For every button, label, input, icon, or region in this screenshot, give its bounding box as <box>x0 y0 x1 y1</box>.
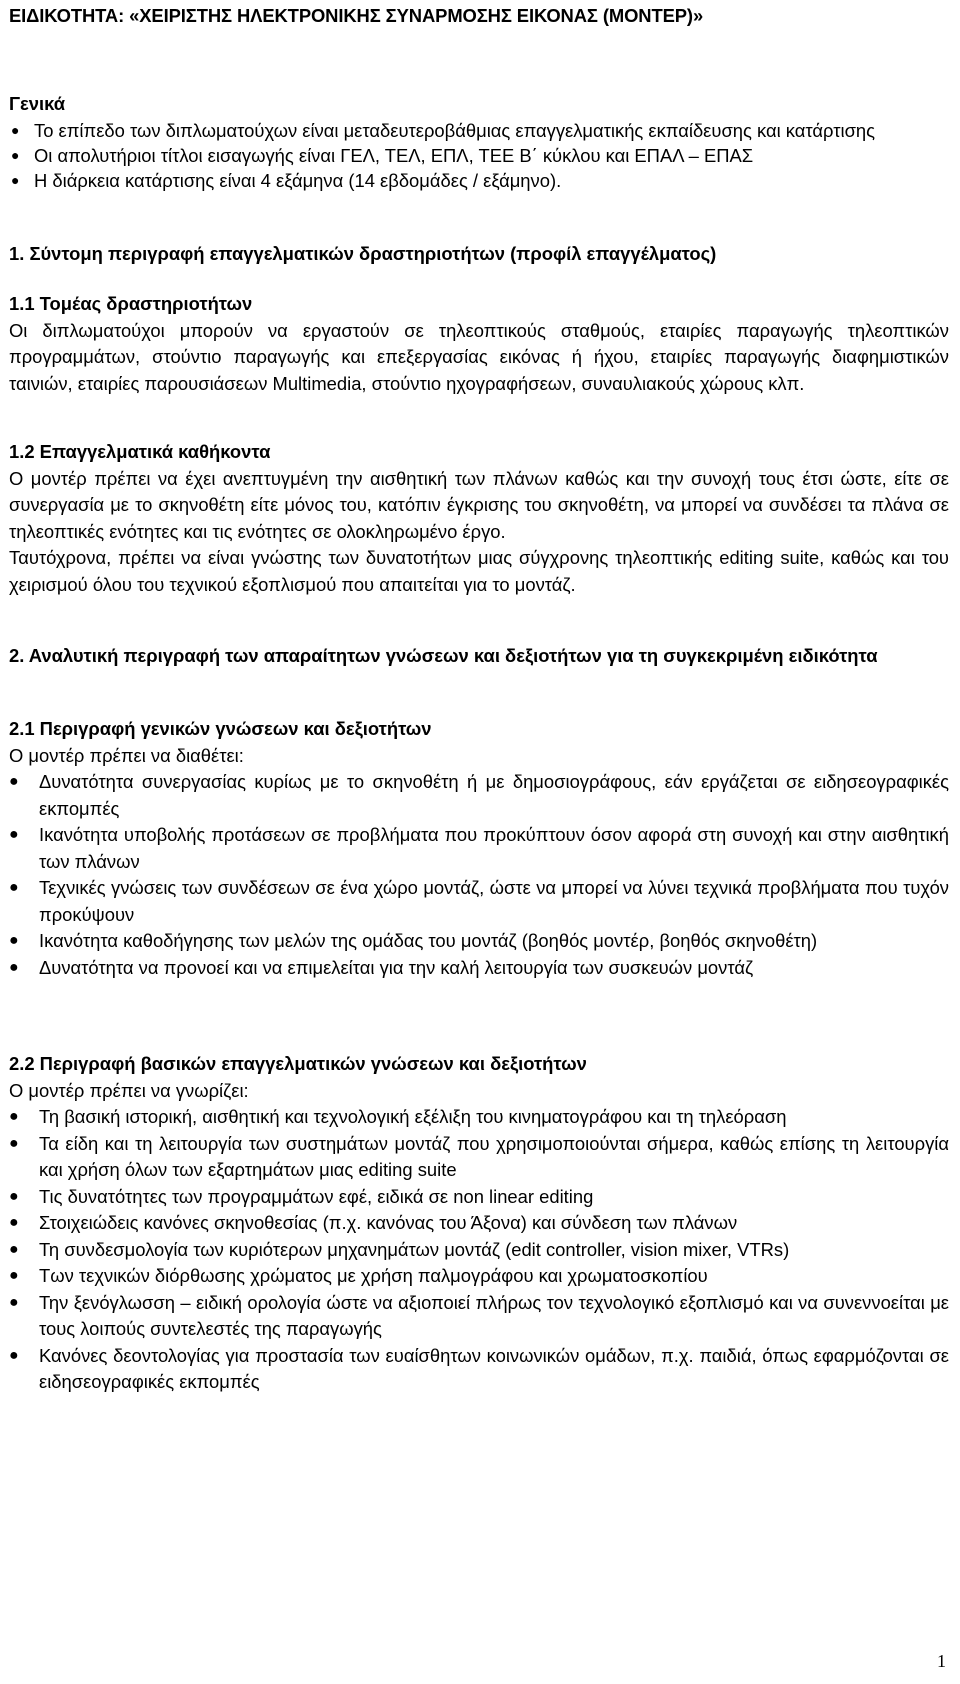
list-item: ● Στοιχειώδεις κανόνες σκηνοθεσίας (π.χ. κανόνας του Άξονα) και σύνδεση των πλάνων <box>9 1210 949 1237</box>
list-item: ● Τεχνικές γνώσεις των συνδέσεων σε ένα χώρο μοντάζ, ώστε να μπορεί να λύνει τεχνικά προβλήματα που τυχόν προκύψουν <box>9 877 949 925</box>
list-item: ● Την ξενόγλωσση – ειδική ορολογία ώστε να αξιοποιεί πλήρως τον τεχνολογικό εξοπλισμό και να συνεννοείται με τους λοιπούς συντελεστές της παραγωγής <box>9 1291 949 1339</box>
bullet-icon: ● <box>9 1108 19 1125</box>
section-2-2-list <box>9 1104 949 1396</box>
section-2-2-intro: Ο μοντέρ πρέπει να γνωρίζει: <box>9 1079 249 1101</box>
bullet-icon: ● <box>9 958 19 976</box>
list-item: ● Το επίπεδο των διπλωματούχων είναι μεταδευτεροβάθμιας επαγγελματικής εκπαίδευσης και κατάρτισης <box>11 119 876 141</box>
bullet-icon: ● <box>11 121 20 138</box>
bullet-icon: ● <box>9 1240 19 1258</box>
bullet-icon: ● <box>9 1187 19 1205</box>
bullet-icon: ● <box>9 1134 19 1152</box>
section-2-heading-block <box>9 643 949 670</box>
list-item: ● Των τεχνικών διόρθωσης χρώματος με χρήση παλμογράφου και χρωματοσκοπίου <box>9 1263 949 1290</box>
general-heading: Γενικά <box>9 93 66 114</box>
section-1-heading: 1. Σύντομη περιγραφή επαγγελματικών δραστηριοτήτων (προφίλ επαγγέλματος) <box>9 243 717 264</box>
section-2-2 <box>9 1051 949 1396</box>
section-2-1-heading: 2.1 Περιγραφή γενικών γνώσεων και δεξιοτήτων <box>9 718 432 739</box>
section-1-2-text-2: Ταυτόχρονα, πρέπει να είναι γνώστης των δυνατοτήτων μιας σύγχρονης τηλεοπτικής editing suite, καθώς και του χειρισμού όλου του τεχνικού εξοπλισμού που απαιτείται για το μοντάζ. <box>9 547 949 595</box>
bullet-icon: ● <box>11 171 20 188</box>
list-item: ● Η διάρκεια κατάρτισης είναι 4 εξάμηνα (14 εβδομάδες / εξάμηνο). <box>11 169 562 191</box>
section-1-1-text: Οι διπλωματούχοι μπορούν να εργαστούν σε τηλεοπτικούς σταθμούς, εταιρίες παραγωγής τηλεοπτικών προγραμμάτων, στούντιο παραγωγής και επεξεργασίας εικόνας ή ήχου, εταιρίες παραγωγής διαφημιστικών ταινιών, εταιρίες παρουσιάσεων Multimedia, στούντιο ηχογραφήσεων, συναυλιακούς χώρους κλπ. <box>9 319 949 394</box>
list-item: ● Ικανότητα υποβολής προτάσεων σε προβλήματα που προκύπτουν όσον αφορά στη συνοχή και στην αισθητική των πλάνων <box>9 824 949 872</box>
bullet-icon: ● <box>9 1293 19 1311</box>
bullet-icon: ● <box>9 932 19 949</box>
list-item: ● Τις δυνατότητες των προγραμμάτων εφέ, ειδικά σε non linear editing <box>9 1184 949 1211</box>
bullet-icon: ● <box>9 1346 19 1364</box>
section-2-2-heading: 2.2 Περιγραφή βασικών επαγγελματικών γνώσεων και δεξιοτήτων <box>9 1053 587 1074</box>
bullet-icon: ● <box>11 146 20 163</box>
list-item: ● Οι απολυτήριοι τίτλοι εισαγωγής είναι ΓΕΛ, ΤΕΛ, ΕΠΛ, ΤΕΕ Β΄ κύκλου και ΕΠΑΛ – ΕΠΑΣ <box>11 144 754 166</box>
section-2-1 <box>9 716 949 981</box>
section-1-1 <box>9 291 949 397</box>
section-2-heading: 2. Αναλυτική περιγραφή των απαραίτητων γνώσεων και δεξιοτήτων για τη συγκεκριμένη ειδικότητα <box>9 645 878 666</box>
general-section <box>9 91 949 193</box>
section-1-heading-block <box>9 241 949 268</box>
section-2-1-intro: Ο μοντέρ πρέπει να διαθέτει: <box>9 744 244 766</box>
list-item: ● Ικανότητα καθοδήγησης των μελών της ομάδας του μοντάζ (βοηθός μοντέρ, βοηθός σκηνοθέτη) <box>9 928 949 955</box>
bullet-icon: ● <box>9 1214 19 1231</box>
list-item: ● Τα είδη και τη λειτουργία των συστημάτων μοντάζ που χρησιμοποιούνται σήμερα, καθώς επίσης τη λειτουργία και χρήση όλων των εξαρτημάτων μιας editing suite <box>9 1132 949 1180</box>
section-2-1-list <box>9 769 949 981</box>
general-list <box>9 118 949 193</box>
bullet-icon: ● <box>9 1267 19 1284</box>
section-1-2 <box>9 439 949 598</box>
list-item: ● Δυνατότητα να προνοεί και να επιμελείται για την καλή λειτουργία των συσκευών μοντάζ <box>9 955 949 982</box>
document-title: ΕΙΔΙΚΟΤΗΤΑ: «ΧΕΙΡΙΣΤΗΣ ΗΛΕΚΤΡΟΝΙΚΗΣ ΣΥΝΑΡΜΟΣΗΣ ΕΙΚΟΝΑΣ (ΜΟΝΤΕΡ)» <box>9 5 704 26</box>
section-1-2-heading: 1.2 Επαγγελματικά καθήκοντα <box>9 441 271 462</box>
section-1-2-text-1: Ο μοντέρ πρέπει να έχει ανεπτυγμένη την αισθητική των πλάνων καθώς και την συνοχή τους έτσι ώστε, είτε σε συνεργασία με το σκηνοθέτη είτε μόνος του, κατόπιν έγκρισης του σκηνοθέτη, να μπορεί να συνδέσει τα πλάνα σε τηλεοπτικές ενότητες και τις ενότητες σε ολοκληρωμένο έργο. <box>9 467 949 542</box>
list-item: ● Τη βασική ιστορική, αισθητική και τεχνολογική εξέλιξη του κινηματογράφου και τη τηλεόραση <box>9 1104 949 1131</box>
list-item: ● Δυνατότητα συνεργασίας κυρίως με το σκηνοθέτη ή με δημοσιογράφους, εάν εργάζεται σε ειδησεογραφικές εκπομπές <box>9 771 949 819</box>
bullet-icon: ● <box>9 879 19 896</box>
section-1-1-heading: 1.1 Τομέας δραστηριοτήτων <box>9 293 253 314</box>
list-item: ● Κανόνες δεοντολογίας για προστασία των ευαίσθητων κοινωνικών ομάδων, π.χ. παιδιά, όπως εφαρμόζονται σε ειδησεογραφικές εκπομπές <box>9 1344 949 1392</box>
list-item: ● Τη συνδεσμολογία των κυριότερων μηχανημάτων μοντάζ (edit controller, vision mixer, VTRs) <box>9 1237 949 1264</box>
bullet-icon: ● <box>9 826 19 843</box>
bullet-icon: ● <box>9 773 19 790</box>
page-number: 1 <box>937 1651 946 1671</box>
